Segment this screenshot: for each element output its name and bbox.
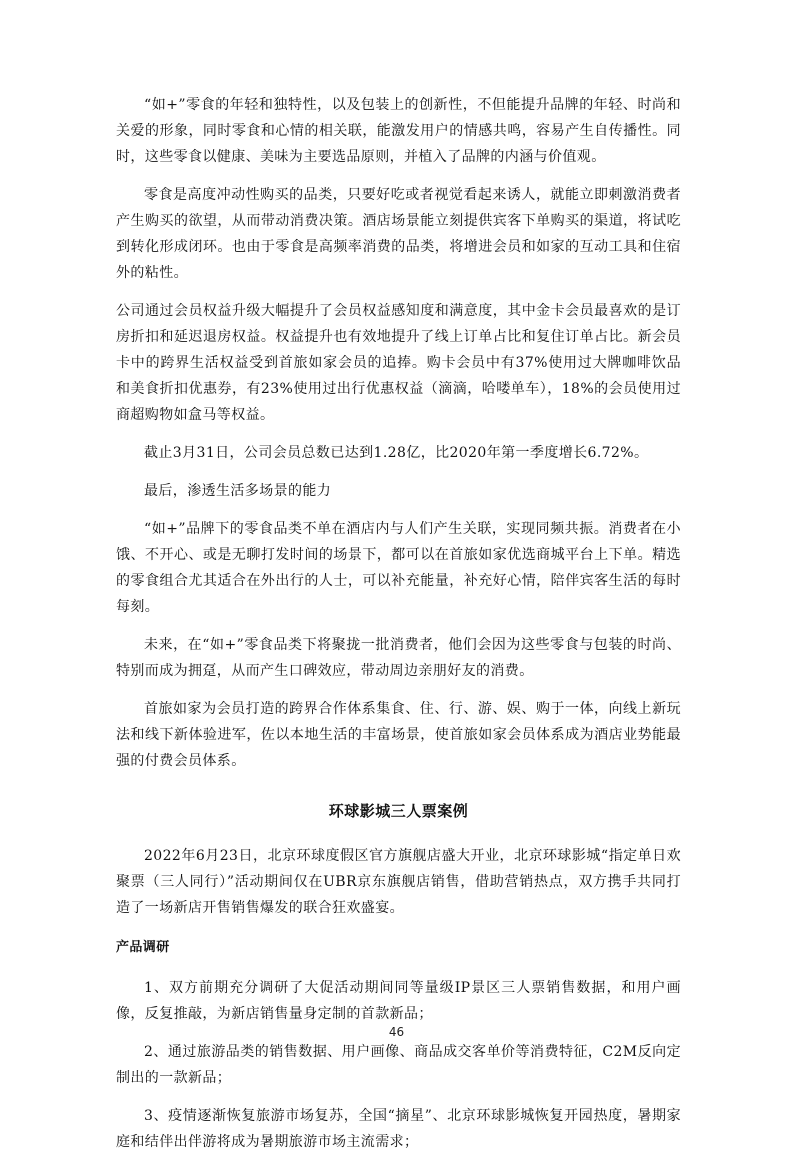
paragraph-member-benefits: 公司通过会员权益升级大幅提升了会员权益感知度和满意度，其中金卡会员最喜欢的是订房折扣和延迟退房权益。权益提升也有效地提升了线上订单占比和复住订单占比。新会员卡中的跨界生活权益受到首旅如家会员的追捧。购卡会员中有37%使用过大牌咖啡饮品和美食折扣优惠券，有23%使用过出行优惠权益（滴滴，哈喽单车），18%的会员使用过商超购物如盒马等权益。 (116, 303, 681, 423)
section-title: 环球影城三人票案例 (328, 802, 469, 820)
page-number: 46 (388, 1025, 405, 1039)
paragraph-brand-youth: “如+”零食的年轻和独特性，以及包装上的创新性，不但能提升品牌的年轻、时尚和关爱的形象，同时零食和心情的相关联，能激发用户的情感共鸣，容易产生自传播性。同时，这些零食以健康、美味为主要选品原则，并植入了品牌的内涵与价值观。 (116, 97, 681, 165)
paragraph-impulse-snacks: 零食是高度冲动性购买的品类，只要好吃或者视觉看起来诱人，就能立即刺激消费者产生购买的欲望，从而带动消费决策。酒店场景能立刻提供宾客下单购买的渠道，将试吃到转化形成闭环。也由于零食是高频率消费的品类，将增进会员和如家的互动工具和住宿外的粘性。 (116, 187, 681, 281)
page-content (116, 92, 681, 1155)
subheading-product-research: 产品调研 (116, 940, 170, 955)
paragraph-future-fans: 未来，在“如+”零食品类下将聚拢一批消费者，他们会因为这些零食与包装的时尚、特别而成为拥趸，从而产生口碑效应，带动周边亲朋好友的消费。 (116, 637, 681, 679)
paragraph-lifestyle-heading: 最后，渗透生活多场景的能力 (144, 483, 332, 499)
paragraph-intro: 2022年6月23日，北京环球度假区官方旗舰店盛大开业，北京环球影城“指定单日欢聚票（三人同行）”活动期间仅在UBR京东旗舰店销售，借助营销热点，双方携手共同打造了一场新店开售销售爆发的联合狂欢盛宴。 (116, 848, 681, 916)
research-item-3: 3、疫情逐渐恢复旅游市场复苏，全国“摘星”、北京环球影城恢复开园热度，暑期家庭和结伴出伴游将成为暑期旅游市场主流需求； (116, 1108, 681, 1150)
paragraph-cross-border-system: 首旅如家为会员打造的跨界合作体系集食、住、行、游、娱、购于一体，向线上新玩法和线下新体验进军，佐以本地生活的丰富场景，使首旅如家会员体系成为酒店业势能最强的付费会员体系。 (116, 701, 681, 769)
paragraph-snack-scenes: “如+”品牌下的零食品类不单在酒店内与人们产生关联，实现同频共振。消费者在小饿、不开心、或是无聊打发时间的场景下，都可以在首旅如家优选商城平台上下单。精选的零食组合尤其适合在外出行的人士，可以补充能量，补充好心情，陪伴宾客生活的每时每刻。 (116, 521, 681, 615)
research-item-2: 2、通过旅游品类的销售数据、用户画像、商品成交客单价等消费特征，C2M反向定制出的一款新品； (116, 1044, 681, 1086)
research-item-1: 1、双方前期充分调研了大促活动期间同等量级IP景区三人票销售数据，和用户画像，反复推敲，为新店销售量身定制的首款新品； (116, 980, 681, 1022)
paragraph-member-count: 截止3月31日，公司会员总数已达到1.28亿，比2020年第一季度增长6.72%。 (144, 445, 649, 461)
